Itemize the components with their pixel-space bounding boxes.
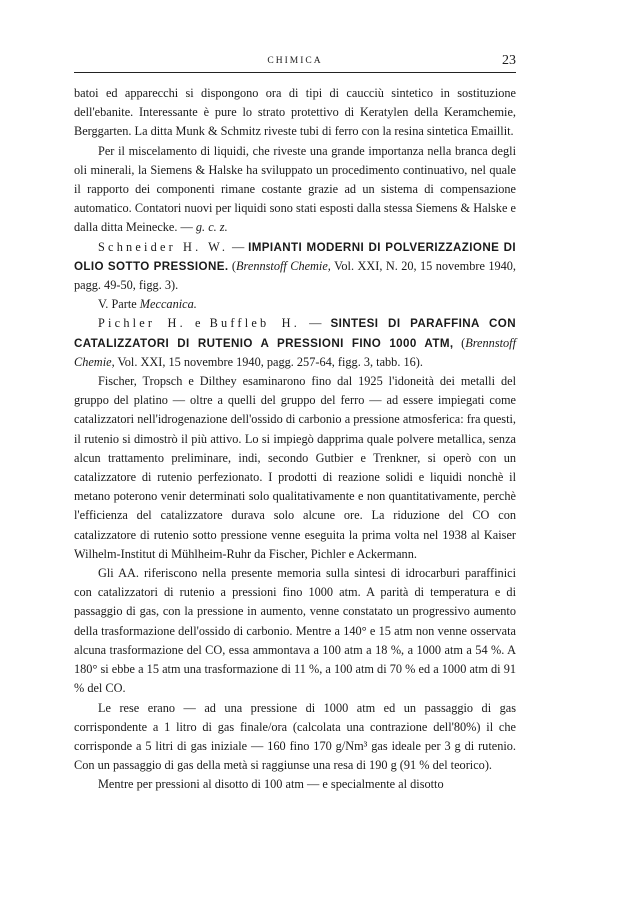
- entry-author: Schneider H. W.: [98, 239, 229, 254]
- see-also-target: Meccanica.: [139, 297, 197, 312]
- author-initials: g. c. z.: [195, 220, 228, 235]
- paragraph: [74, 142, 516, 238]
- paragraph: Mentre per pressioni al disotto di 100 atm — e specialmente al disotto: [98, 777, 444, 792]
- entry-dash: —: [228, 239, 249, 254]
- paragraph-text: batoi ed apparecchi si dispongono ora di tipi di caucciù sintetico in sostituzione dell'ebanite. Interessante è pure lo strato protettivo di Keratylen della Keramchemie, Berggarten. La ditta Munk & Schmitz riveste tubi di ferro con la resina sintetica Emaillit.: [74, 86, 516, 139]
- bibliographic-entry: Schneider H. W. — IMPIANTI MODERNI DI POLVERIZZAZIONE DI OLIO SOTTO PRESSIONE. (Brennstoff Chemie, Vol. XXI, N. 20, 15 novembre 1940, pagg. 49-50, figg. 3).: [74, 239, 517, 293]
- entry-author: Pichler H.: [98, 316, 186, 331]
- paragraph: Fischer, Tropsch e Dilthey esaminarono fino dal 1925 l'idoneità dei metalli del gruppo del platino — oltre a quelli del gruppo del ferro — ad essere impiegati come catalizzatori nell'idrogenazione dell'ossido di carbonio a pressione atmosferica: fra questi, il rutenio si dimostrò il più attivo. Lo si impiegò dapprima quale polvere metallica, senza alcun trattamento preliminare, indi, secondo Gutbier e Trenkner, si operò con un catalizzatore di rutenio perfezionato. I prodotti di reazione solidi e liquidi nonchè il metano poterono venir determinati solo qualitativamente e non quantitativamente, perchè l'efficienza del catalizzatore durava solo alcune ore. La riduzione del CO con catalizzatore di rutenio sotto pressione venne eseguita la prima volta nel 1938 al Kaiser Wilhelm-Institut di Mühlheim-Ruhr da Fischer, Pichler e Ackermann.: [74, 374, 516, 561]
- entry-dash: —: [299, 316, 331, 331]
- running-title: CHIMICA: [267, 56, 323, 66]
- paragraph: Gli AA. riferiscono nella presente memoria sulla sintesi di idrocarburi paraffinici con catalizzatori di rutenio a pressioni fino 1000 atm. A parità di temperatura e di passaggio di gas, con la pressione in aumento, venne constatato un progressivo aumento della trasformazione dell'ossido di carbonio. Mentre a 140° e 15 atm non venne osservata alcuna trasformazione del CO, essa ammontava a 100 atm a 18 %, a 1000 atm a 54 %. A 180° si ebbe a 15 atm una trasformazione di 11 %, a 100 atm di 70 % ed a 1000 atm di 91 % del CO.: [74, 566, 516, 696]
- paragraph: Le rese erano — ad una pressione di 1000 atm ed un passaggio di gas corrispondente a 1 litro di gas finale/ora (calcolata una contrazione dell'80%) il che corrisponde a 5 litri di gas iniziale — 160 fino 170 g/Nm³ gas ideale per 3 g di rutenio. Con un passaggio di gas della metà si raggiunse una resa di 190 g (91 % del teorico).: [74, 700, 516, 773]
- continued-paragraph: [74, 84, 516, 142]
- entry-citation: Vol. XXI, N. 20, 15 novembre 1940, pagg. 49-50, figg. 3).: [74, 258, 517, 293]
- bibliographic-entry: Pichler H. e Buffleb H. — SINTESI DI PARAFFINA CON CATALIZZATORI DI RUTENIO A PRESSIONI FINO 1000 ATM, (Brennstoff Chemie, Vol. XXI, 15 novembre 1940, pagg. 257-64, figg. 3, tabb. 16).: [74, 316, 516, 369]
- entry-author: Buffleb H.: [209, 316, 300, 331]
- entry-citation: Vol. XXI, 15 novembre 1940, pagg. 257-64, figg. 3, tabb. 16).: [114, 354, 423, 369]
- see-also-prefix: V. Parte: [98, 297, 140, 312]
- paragraph-text: Per il miscelamento di liquidi, che riveste una grande importanza nella branca degli oli minerali, la Siemens & Halske ha sviluppato un procedimento continuativo, nel quale il rapporto dei componenti rimane costante grazie ad un sistema di compensazione automatico. Contatori nuovi per liquidi sono stati esposti dalla stessa Siemens & Halske e dalla ditta Meinecke. —: [74, 143, 516, 235]
- entry-journal: Brennstoff Chemie,: [236, 258, 331, 273]
- entry-conjunction: e: [185, 316, 210, 331]
- entry-title: SINTESI DI PARAFFINA CON CATALIZZATORI DI RUTENIO A PRESSIONI FINO 1000 ATM,: [74, 317, 516, 350]
- page-number: 23: [502, 53, 516, 68]
- page-body: [74, 84, 516, 795]
- see-also-note: [74, 295, 516, 314]
- entry-title: IMPIANTI MODERNI DI POLVERIZZAZIONE DI OLIO SOTTO PRESSIONE.: [74, 240, 516, 273]
- entry-journal: Brennstoff Chemie,: [74, 335, 516, 369]
- running-header: [74, 54, 516, 73]
